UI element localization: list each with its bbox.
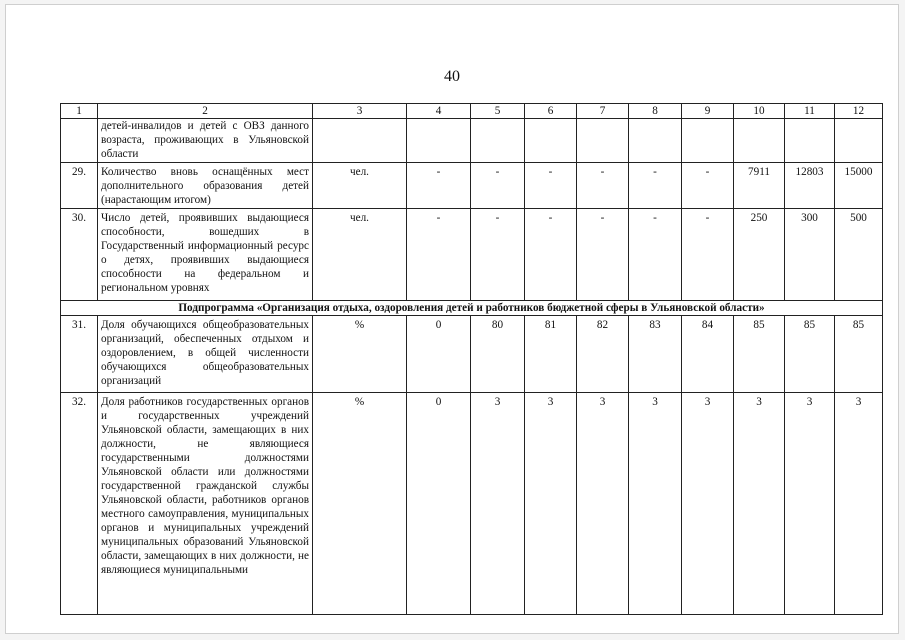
table-row: [61, 163, 883, 209]
indicator-text: Число детей, проявивших выдающиеся способности, вошедших в Государственный информационный ресурс о детях, проявивших выдающиеся способности на федеральном и региональном уровнях: [98, 209, 313, 301]
value-cell: 300: [785, 209, 835, 301]
value-cell: 3: [471, 393, 525, 615]
value-cell: -: [525, 209, 577, 301]
value-cell: -: [471, 163, 525, 209]
row-number: [61, 119, 98, 163]
value-cell: [525, 119, 577, 163]
value-cell: 3: [577, 393, 629, 615]
value-cell: 80: [471, 316, 525, 393]
value-cell: 3: [629, 393, 682, 615]
value-cell: -: [407, 163, 471, 209]
header-cell: 11: [785, 104, 835, 119]
value-cell: 7911: [734, 163, 785, 209]
row-number: 30.: [61, 209, 98, 301]
value-cell: 15000: [835, 163, 883, 209]
indicator-text: Доля работников государственных органов и государственных учреждений Ульяновской области, замещающих в них должности, не являющиеся государственными должностями Ульяновской области или должностями государственной гражданской службы Ульяновской области, работников органов местного самоуправления, муниципальных органов и муниципальных учреждений муниципальных образований Ульяновской области, замещающих в них должности, не являющиеся муниципальными: [98, 393, 313, 615]
value-cell: [785, 119, 835, 163]
value-cell: 82: [577, 316, 629, 393]
subprogram-title: Подпрограмма «Организация отдыха, оздоровления детей и работников бюджетной сферы в Ульяновской области»: [61, 301, 883, 316]
unit-cell: %: [313, 393, 407, 615]
table-row: [61, 316, 883, 393]
value-cell: 84: [682, 316, 734, 393]
indicator-text: детей-инвалидов и детей с ОВЗ данного возраста, проживающих в Ульяновской области: [98, 119, 313, 163]
indicators-table: [60, 103, 883, 615]
value-cell: 3: [734, 393, 785, 615]
row-number: 32.: [61, 393, 98, 615]
value-cell: [682, 119, 734, 163]
value-cell: -: [629, 163, 682, 209]
value-cell: -: [682, 163, 734, 209]
value-cell: 85: [835, 316, 883, 393]
header-cell: 3: [313, 104, 407, 119]
value-cell: [835, 119, 883, 163]
value-cell: -: [629, 209, 682, 301]
value-cell: [629, 119, 682, 163]
value-cell: [471, 119, 525, 163]
unit-cell: %: [313, 316, 407, 393]
header-cell: 1: [61, 104, 98, 119]
value-cell: -: [407, 209, 471, 301]
header-cell: 2: [98, 104, 313, 119]
value-cell: 12803: [785, 163, 835, 209]
unit-cell: чел.: [313, 209, 407, 301]
header-row: [61, 104, 883, 119]
value-cell: 500: [835, 209, 883, 301]
value-cell: 3: [682, 393, 734, 615]
row-number: 29.: [61, 163, 98, 209]
table-row: [61, 119, 883, 163]
value-cell: -: [525, 163, 577, 209]
value-cell: 3: [785, 393, 835, 615]
header-cell: 7: [577, 104, 629, 119]
value-cell: 3: [835, 393, 883, 615]
value-cell: [407, 119, 471, 163]
table-row: [61, 209, 883, 301]
document-page: [5, 4, 899, 634]
row-number: 31.: [61, 316, 98, 393]
value-cell: 0: [407, 316, 471, 393]
page-number: 40: [444, 68, 460, 85]
value-cell: -: [471, 209, 525, 301]
value-cell: [734, 119, 785, 163]
header-cell: 12: [835, 104, 883, 119]
header-cell: 8: [629, 104, 682, 119]
value-cell: 3: [525, 393, 577, 615]
value-cell: [577, 119, 629, 163]
header-cell: 4: [407, 104, 471, 119]
header-cell: 10: [734, 104, 785, 119]
table-row: [61, 393, 883, 615]
subprogram-row: [61, 301, 883, 316]
value-cell: 85: [734, 316, 785, 393]
value-cell: 81: [525, 316, 577, 393]
indicator-text: Количество вновь оснащённых мест дополнительного образования детей (нарастающим итогом): [98, 163, 313, 209]
value-cell: -: [577, 209, 629, 301]
value-cell: 0: [407, 393, 471, 615]
value-cell: 250: [734, 209, 785, 301]
value-cell: 83: [629, 316, 682, 393]
header-cell: 5: [471, 104, 525, 119]
value-cell: 85: [785, 316, 835, 393]
unit-cell: чел.: [313, 163, 407, 209]
value-cell: -: [577, 163, 629, 209]
indicator-text: Доля обучающихся общеобразовательных организаций, обеспеченных отдыхом и оздоровлением, в общей численности обучающихся общеобразовательных организаций: [98, 316, 313, 393]
header-cell: 9: [682, 104, 734, 119]
header-cell: 6: [525, 104, 577, 119]
unit-cell: [313, 119, 407, 163]
value-cell: -: [682, 209, 734, 301]
